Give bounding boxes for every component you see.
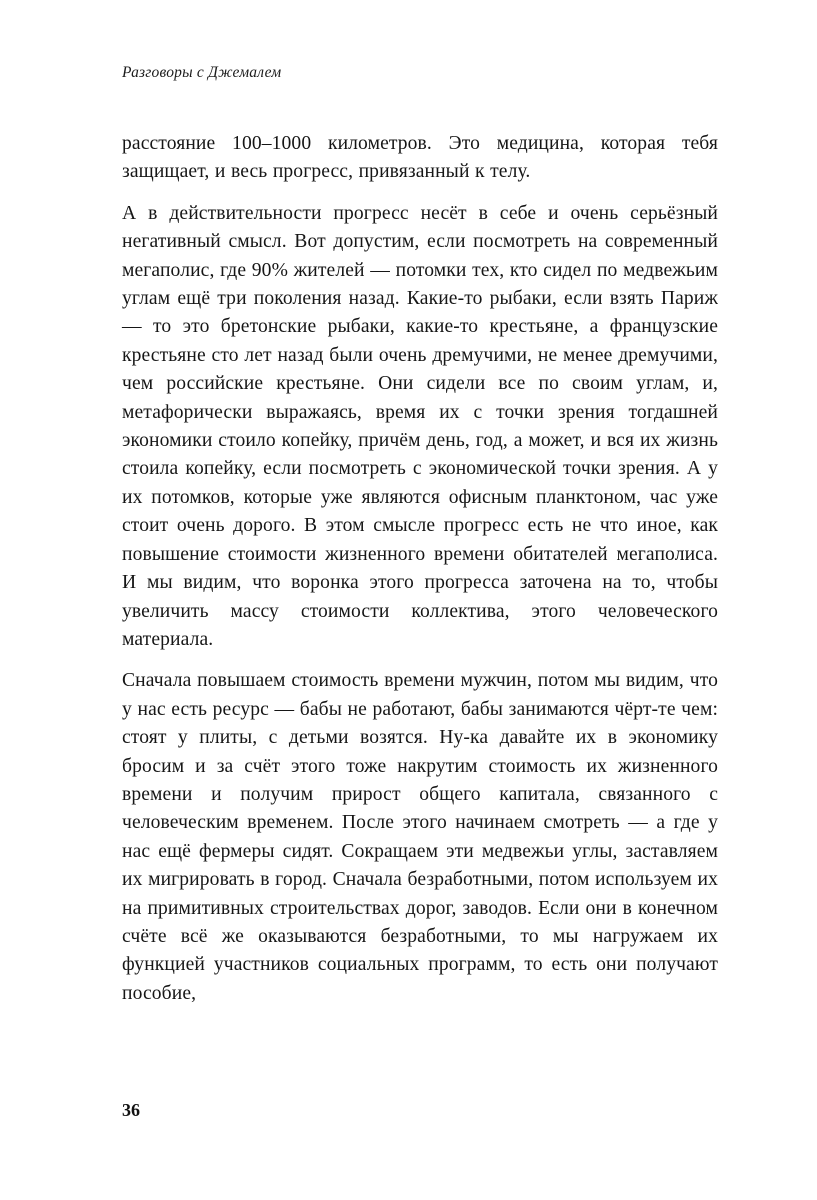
paragraph: Сначала повышаем стоимость времени мужчин, потом мы видим, что у нас есть ресурс — бабы не работают, бабы занимаются чёрт-те чем: стоят у плиты, с детьми возятся. Ну-ка давайте их в экономику бросим и за счёт этого тоже накрутим стоимость их жизненного времени и получим прирост общего капитала, связанного с человеческим временем. После этого начинаем смотреть — а где у нас ещё фермеры сидят. Сокращаем эти медвежьи углы, заставляем их мигрировать в город. Сначала безработными, потом используем их на примитивных строительствах дорог, заводов. Если они в конечном счёте всё же оказываются безработными, то мы нагружаем их функцией участников социальных программ, то есть они получают пособие, — [122, 670, 718, 1004]
paragraph: А в действительности прогресс несёт в себе и очень серьёзный негативный смысл. Вот допустим, если посмотреть на современный мегаполис, где 90% жителей — потомки тех, кто сидел по медвежьим углам ещё три поколения назад. Какие-то рыбаки, если взять Париж — то это бретонские рыбаки, какие-то крестьяне, а французские крестьяне сто лет назад были очень дремучими, не менее дремучими, чем российские крестьяне. Они сидели все по своим углам, и, метафорически выражаясь, время их с точки зрения тогдашней экономики стоило копейку, причём день, год, а может, и вся их жизнь стоила копейку, если посмотреть с экономической точки зрения. А у их потомков, которые уже являются офисным планктоном, час уже стоит очень дорого. В этом смысле прогресс есть не что иное, как повышение стоимости жизненного времени обитателей мегаполиса. И мы видим, что воронка этого прогресса заточена на то, чтобы увеличить массу стоимости коллектива, этого человеческого материала. — [122, 202, 718, 650]
running-header: Разговоры с Джемалем — [122, 64, 282, 81]
page-number: 36 — [122, 1100, 140, 1120]
paragraph-continuation: расстояние 100–1000 километров. Это медицина, которая тебя защищает, и весь прогресс, привязанный к телу. — [122, 133, 718, 183]
body-text — [122, 130, 718, 1008]
